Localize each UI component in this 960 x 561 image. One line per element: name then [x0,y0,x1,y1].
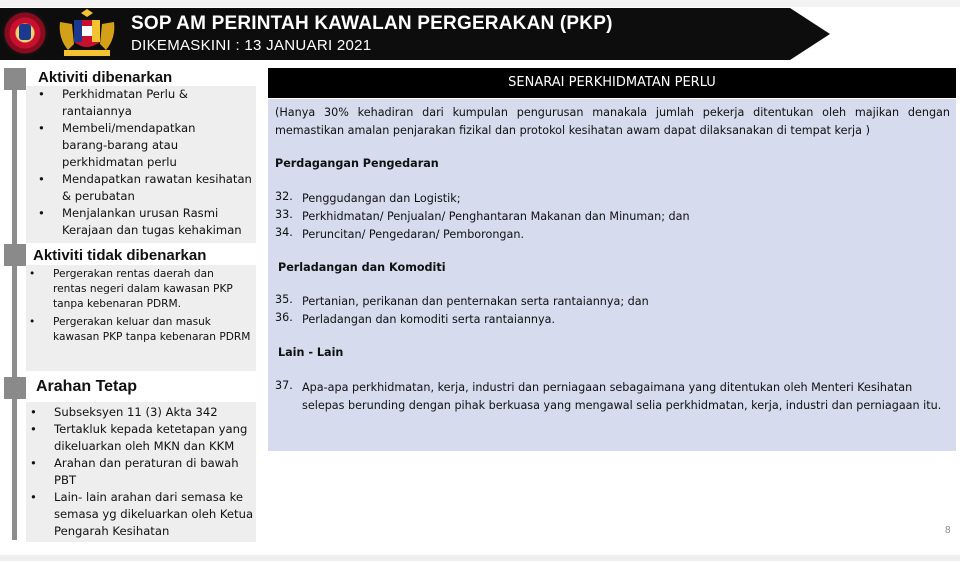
service-list [275,379,954,415]
standing-orders-panel [26,402,256,542]
police-crest-logo [2,10,48,56]
not-allowed-heading: Aktiviti tidak dibenarkan [33,247,207,264]
list-item: 35. Pertanian, perikanan dan penternakan serta rantaiannya; dan [275,293,649,308]
list-item: 36. Perladangan dan komoditi serta rantaiannya. [275,311,556,326]
list-item: • Pergerakan rentas daerah dan rentas negeri dalam kawasan PKP tanpa kebenaran PDRM. [26,267,256,312]
top-strip [0,0,960,7]
category-heading: Perdagangan Pengedaran [275,157,439,170]
intro-note: (Hanya 30% kehadiran dari kumpulan pengurusan manakala jumlah pekerja ditentukan oleh majikan dengan memastikan amalan penjarakan fizikal dan protokol kesihatan awam dapat dilaksanakan di tempat kerja ) [275,106,950,137]
list-item: 37. Apa-apa perkhidmatan, kerja, industri dan perniagaan sebagaimana yang ditentukan oleh Menteri Kesihatan selepas berunding dengan pihak berkuasa yang mengawal selia perkhidmatan, kerja, industri dan perniagaan itu. [275,379,942,412]
list-item: • Membeli/mendapatkan barang-barang atau perkhidmatan perlu [26,120,256,171]
list-item: • Subseksyen 11 (3) Akta 342 [26,404,256,421]
standing-orders-heading: Arahan Tetap [36,378,138,395]
list-item: • Tertakluk kepada ketetapan yang dikeluarkan oleh MKN dan KKM [26,421,256,455]
page-title: SOP AM PERINTAH KAWALAN PERGERAKAN (PKP) [131,13,613,34]
allowed-panel [26,86,256,243]
timeline-line [12,70,17,540]
category-heading: Perladangan dan Komoditi [278,261,446,274]
allowed-heading: Aktiviti dibenarkan [38,69,173,86]
list-item: 33. Perkhidmatan/ Penjualan/ Penghantaran Makanan dan Minuman; dan [275,208,690,223]
list-item: 32. Penggudangan dan Logistik; [275,190,461,205]
services-heading: SENARAI PERKHIDMATAN PERLU [268,68,956,98]
category-heading: Lain - Lain [278,346,344,359]
list-item: • Perkhidmatan Perlu & rantaiannya [26,86,256,120]
section-marker [4,244,26,266]
section-marker [4,377,26,399]
page-number: 8 [945,525,951,536]
bottom-strip [0,555,960,561]
service-list [275,190,950,244]
list-item: • Lain- lain arahan dari semasa ke semasa yg dikeluarkan oleh Ketua Pengarah Kesihatan [26,489,256,540]
service-list [275,293,950,329]
not-allowed-panel [26,265,256,371]
list-item: 34. Peruncitan/ Pengedaran/ Pemborongan. [275,226,525,241]
coat-of-arms-logo [54,8,120,58]
updated-date: DIKEMASKINI : 13 JANUARI 2021 [131,37,372,54]
list-item: • Menjalankan urusan Rasmi Kerajaan dan tugas kehakiman [26,205,256,239]
list-item: • Arahan dan peraturan di bawah PBT [26,455,256,489]
list-item: • Mendapatkan rawatan kesihatan & perubatan [26,171,256,205]
section-marker [4,68,26,90]
list-item: • Pergerakan keluar dan masuk kawasan PKP tanpa kebenaran PDRM [26,315,256,345]
